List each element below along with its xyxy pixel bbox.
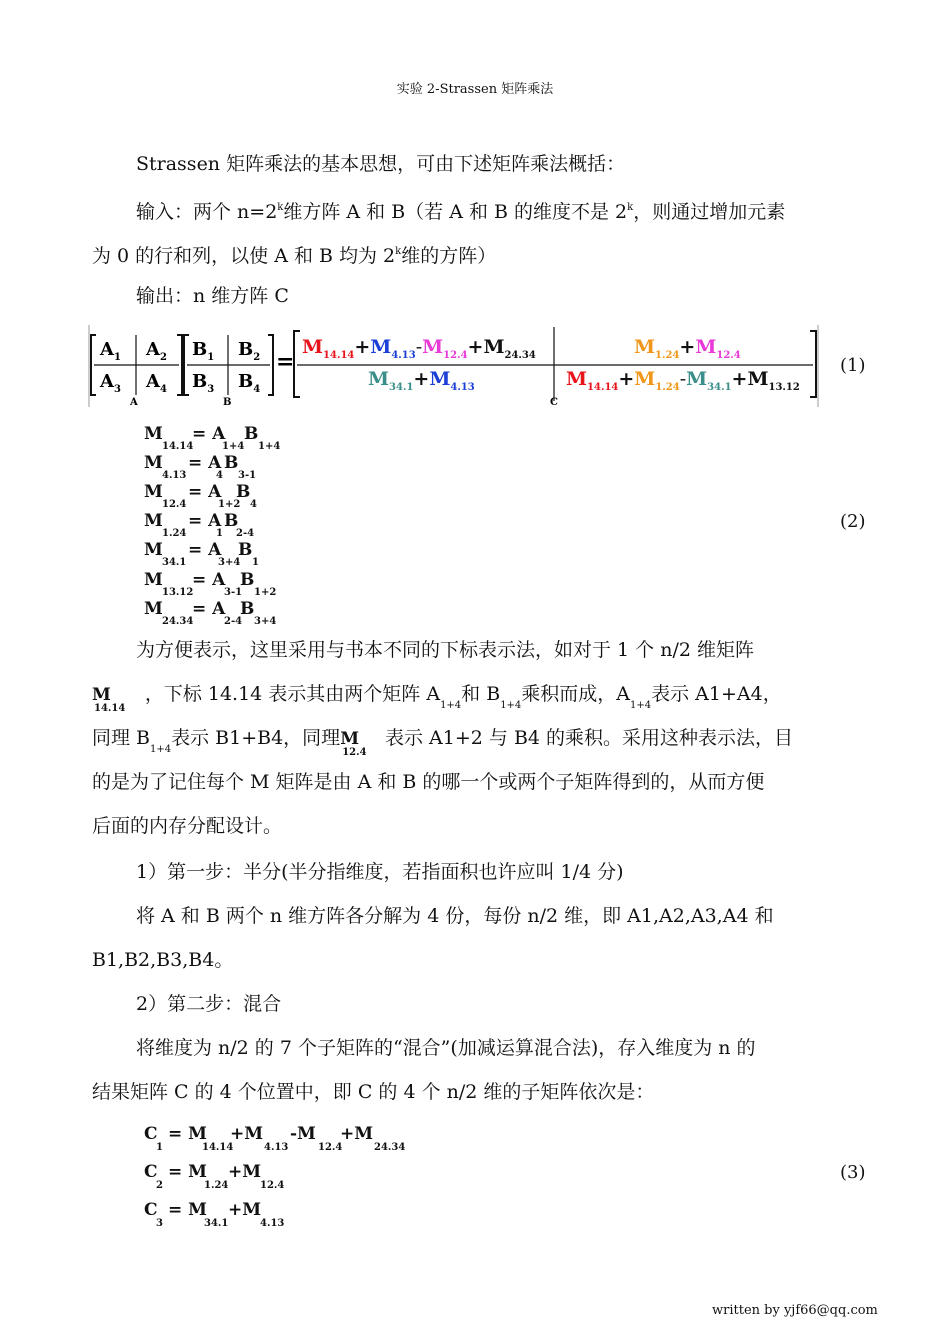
m-def-row: M 14.14 = A 1+4 B 1+4 bbox=[144, 424, 281, 452]
m-def-row: M 1.24 = A 1 B 2-4 bbox=[144, 511, 255, 539]
step2-title: 2）第二步：混合 bbox=[136, 993, 282, 1015]
b4-entry: $B_4$ bbox=[238, 371, 261, 395]
a2-entry: $A_2$ bbox=[146, 339, 167, 363]
explain-line-2: M 14.14 ，下标 14.14 表示其由两个矩阵 $A_{1+4}$和 $B_{1+4}$乘积而成，$A_{1+4}$表示 A1+A4， bbox=[92, 683, 782, 714]
matrix-equation-figure bbox=[88, 323, 823, 409]
input-paragraph: 输入：两个 $n=2^k$维方阵 A 和 B（若 A 和 B 的维度不是 2$^k$，则通过增加元素 bbox=[136, 201, 786, 223]
matrix-c-left-bracket bbox=[294, 331, 300, 397]
step1-title: 1）第一步：半分(半分指维度，若指面积也许应叫 1/4 分) bbox=[136, 861, 624, 883]
explain-line-3: 同理 $B_{1+4}$表示 B1+B4，同理M 12.4 表示 A1+2 与 B4 的乘积。采用这种表示法，目 bbox=[92, 727, 794, 758]
m-def-row: M 24.34 = A 2-4 B 3+4 bbox=[144, 599, 277, 627]
label-a: A bbox=[130, 397, 138, 408]
c22-entry: $M_{14.14}+M_{1.24}-M_{34.1}+M_{13.12}$ bbox=[566, 368, 800, 393]
c11-entry: $M_{14.14}+M_{4.13}-M_{12.4}+M_{24.34}$ bbox=[302, 336, 536, 361]
step2-body-cont: 结果矩阵 C 的 4 个位置中，即 C 的 4 个 n/2 维的子矩阵依次是： bbox=[92, 1081, 655, 1103]
equation-number-3: (3) bbox=[840, 1162, 866, 1183]
step2-body: 将维度为 n/2 的 7 个子矩阵的“混合”(加减运算混合法)，存入维度为 n 的 bbox=[136, 1037, 756, 1059]
strassen-matrix-equation bbox=[88, 323, 823, 409]
input-paragraph-cont: 为 0 的行和列，以使 A 和 B 均为 2$^k$维的方阵） bbox=[92, 245, 497, 267]
intro-paragraph: Strassen 矩阵乘法的基本思想，可由下述矩阵乘法概括： bbox=[136, 153, 626, 175]
page-footer: written by yjf66@qq.com bbox=[712, 1303, 878, 1318]
step1-body: 将 A 和 B 两个 n 维方阵各分解为 4 份，每份 n/2 维，即 A1,A2,A3,A4 和 bbox=[136, 905, 774, 927]
explain-line-1: 为方便表示，这里采用与书本不同的下标表示法，如对于 1 个 n/2 维矩阵 bbox=[136, 639, 754, 661]
b3-entry: $B_3$ bbox=[192, 371, 215, 395]
c-def-row: C 3 = M 34.1 +M 4.13 bbox=[144, 1200, 285, 1229]
b2-entry: $B_2$ bbox=[238, 339, 261, 363]
label-c: C bbox=[550, 397, 558, 408]
a3-entry: $A_3$ bbox=[100, 371, 121, 395]
b1-entry: $B_1$ bbox=[192, 339, 215, 363]
c21-entry: $M_{34.1}+M_{4.13}$ bbox=[368, 368, 475, 393]
matrix-c-right-bracket bbox=[810, 331, 816, 397]
a4-entry: $A_4$ bbox=[146, 371, 167, 395]
explain-line-5: 后面的内存分配设计。 bbox=[92, 815, 283, 837]
c12-entry: $M_{1.24}+M_{12.4}$ bbox=[634, 336, 741, 361]
step1-body-cont: B1,B2,B3,B4。 bbox=[92, 949, 234, 971]
a1-entry: $A_1$ bbox=[100, 339, 121, 363]
equals-sign: = bbox=[276, 349, 295, 375]
c-def-row: C 2 = M 1.24 +M 12.4 bbox=[144, 1162, 285, 1191]
m-def-row: M 34.1 = A 3+4 B 1 bbox=[144, 540, 259, 568]
equation-number-1: (1) bbox=[840, 355, 866, 376]
m-def-row: M 12.4 = A 1+2 B 4 bbox=[144, 482, 257, 510]
output-paragraph: 输出：n 维方阵 C bbox=[136, 285, 289, 307]
c-def-row: C 1 = M 14.14 +M 4.13 -M 12.4 +M 24.34 bbox=[144, 1124, 406, 1153]
explain-line-4: 的是为了记住每个 M 矩阵是由 A 和 B 的哪一个或两个子矩阵得到的，从而方便 bbox=[92, 771, 765, 793]
equation-number-2: (2) bbox=[840, 511, 866, 532]
m-def-row: M 4.13 = A 4 B 3-1 bbox=[144, 453, 257, 481]
m-def-row: M 13.12 = A 3-1 B 1+2 bbox=[144, 570, 277, 598]
label-b: B bbox=[223, 397, 232, 408]
page-header: 实验 2-Strassen 矩阵乘法 bbox=[396, 82, 554, 97]
